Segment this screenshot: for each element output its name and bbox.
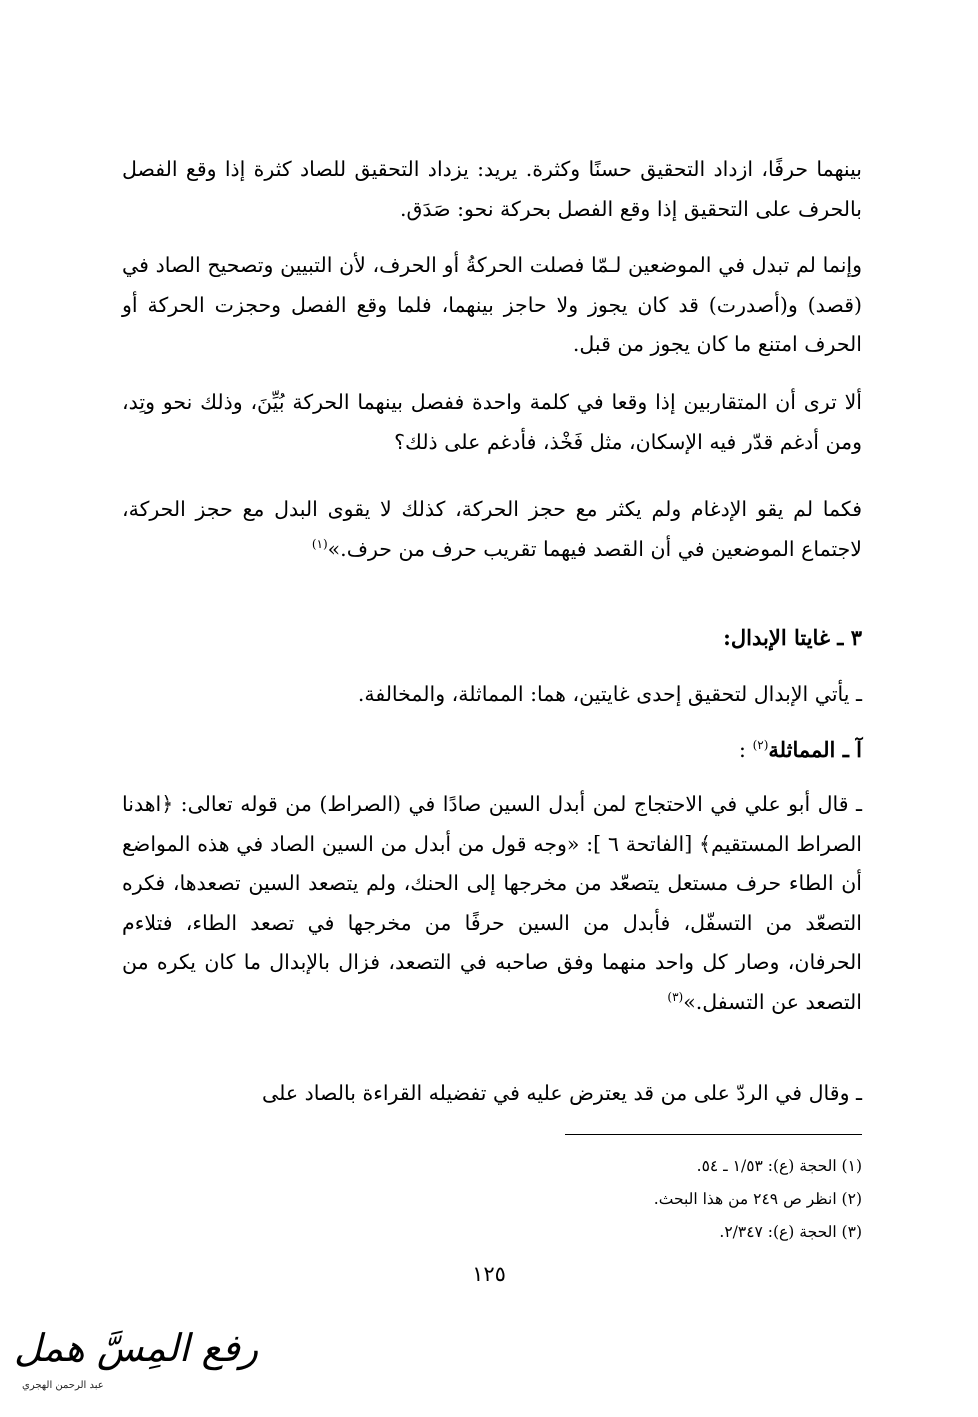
- paragraph-3: ألا ترى أن المتقاربين إذا وقعا في كلمة واحدة ففصل بينهما الحركة بُيِّنَ، وذلك نحو وتِد، ومن أدغم قدّر فيه الإسكان، مثل فَخْذ، فأدغم على ذلك؟: [122, 390, 862, 454]
- paragraph-6: [122, 785, 862, 1022]
- subsection-heading: [122, 730, 862, 770]
- subsection-colon: :: [738, 738, 753, 762]
- body-text-2: [122, 246, 862, 365]
- paragraph-4: [122, 490, 862, 569]
- body-text-7: [122, 1074, 862, 1114]
- stamp-small-text: عبد الرحمن الهجري: [22, 1380, 104, 1391]
- stamp-main-text: رفع المِسَّ همل: [14, 1326, 259, 1370]
- body-text: [122, 150, 862, 229]
- paragraph-1: بينهما حرفًا، ازداد التحقيق حسنًا وكثرة. يريد: يزداد التحقيق للصاد كثرة إذا وقع الفصل بالحرف على التحقيق إذا وقع الفصل بحركة نحو: صَدَق.: [122, 157, 862, 221]
- paragraph-6-text: ـ قال أبو علي في الاحتجاج لمن أبدل السين صادًا في (الصراط) من قوله تعالى: ﴿اهدنا الصراط المستقيم﴾ [الفاتحة ٦ ]: «وجه قول من أبدل من السين الصاد في هذه المواضع أن الطاء حرف مستعل يتصعّد من مخرجها إلى الحنك، ولم يتصعد السين تصعدها، فكره التصعّد من التسفّل، فأبدل من السين حرفًا من مخرجها في تصعد الطاء، فتلاءم الحرفان، وصار كل واحد منهما وفق صاحبه في التصعد، فزال بالإبدال ما كان يكره من التصعد عن التسفل.»: [122, 792, 862, 1014]
- footnote-ref-2: (٢): [752, 738, 769, 752]
- footnote-3: (٣) الحجة (ع): ٢/٣٤٧.: [719, 1223, 862, 1241]
- page-number: ١٢٥: [472, 1262, 506, 1286]
- library-stamp: [10, 1318, 259, 1410]
- paragraph-5: ـ يأتي الإبدال لتحقيق إحدى غايتين، هما: المماثلة، والمخالفة.: [357, 682, 862, 706]
- footnote-2: (٢) انظر ص ٢٤٩ من هذا البحث.: [653, 1190, 862, 1208]
- footnote-1: (١) الحجة (ع): ١/٥٣ ـ ٥٤.: [696, 1157, 862, 1175]
- subsection-title: آ ـ المماثلة: [768, 737, 862, 762]
- body-text-3: [122, 383, 862, 462]
- footnote-ref-3: (٣): [667, 989, 684, 1004]
- body-text-4: [122, 490, 862, 569]
- paragraph-7: ـ وقال في الردّ على من قد يعترض عليه في تفضيله القراءة بالصاد على: [261, 1081, 862, 1105]
- footnote-divider: [565, 1134, 862, 1135]
- section-heading: ٣ ـ غايتا الإبدال:: [723, 625, 862, 650]
- body-text-5: [122, 675, 862, 715]
- footnotes: [122, 1150, 862, 1249]
- body-text-6: [122, 785, 862, 1022]
- paragraph-4-text: فكما لم يقو الإدغام ولم يكثر مع حجز الحركة، كذلك لا يقوى البدل مع حجز الحركة، لاجتماع الموضعين في أن القصد فيهما تقريب حرف من حرف.»: [122, 497, 862, 561]
- footnote-ref-1: (١): [311, 536, 328, 551]
- paragraph-2: وإنما لم تبدل في الموضعين لـمّا فصلت الحركةُ أو الحرف، لأن التبيين وتصحيح الصاد في (قصد) و(أصدرت) قد كان يجوز ولا حاجز بينهما، فلما وقع الفصل وحجزت الحركة أو الحرف امتنع ما كان يجوز من قبل.: [122, 253, 862, 356]
